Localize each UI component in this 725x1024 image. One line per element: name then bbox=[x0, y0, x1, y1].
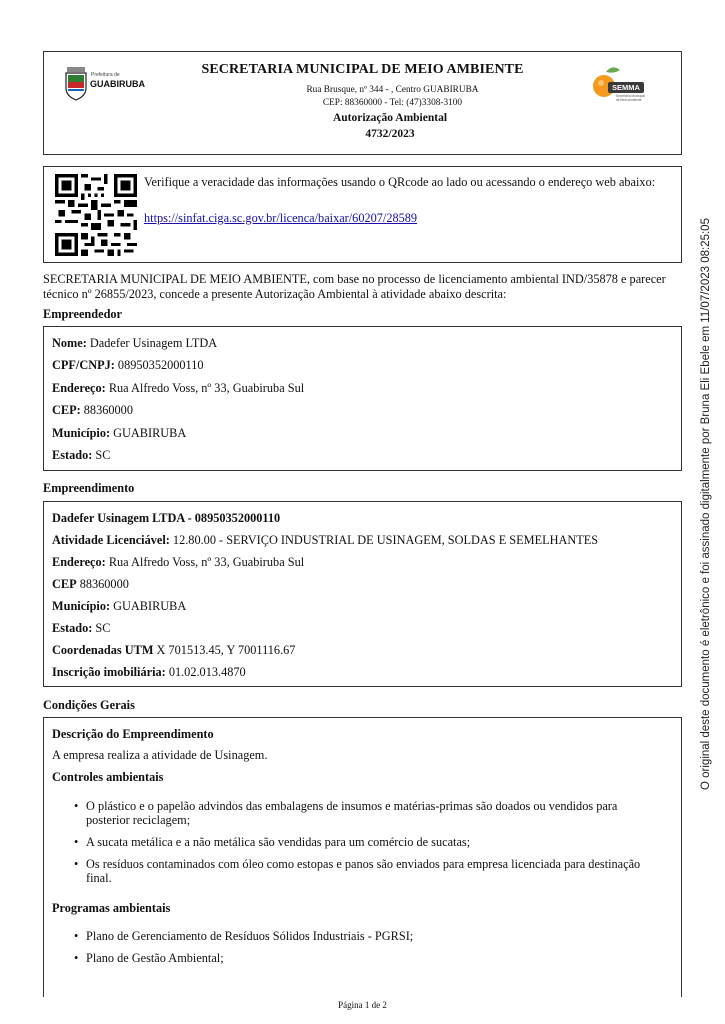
descricao-title: Descrição do Empreendimento bbox=[52, 727, 214, 741]
condicoes-box bbox=[43, 717, 682, 997]
qr-code-icon[interactable] bbox=[55, 174, 137, 256]
field-estado: Estado: SC bbox=[52, 448, 111, 462]
digital-signature-note: O original deste documento é eletrônico e foi assinado digitalmente por Bruna Eli Ebele em 11/07/2023 08:25:05 bbox=[700, 218, 712, 790]
field-estado-empreendimento: Estado: SC bbox=[52, 621, 111, 635]
field-coordenadas-utm: Coordenadas UTM X 701513.45, Y 7001116.67 bbox=[52, 643, 296, 657]
list-item: • A sucata metálica e a não metálica são vendidas para um comércio de sucatas; bbox=[74, 835, 654, 849]
field-inscricao-imobiliaria: Inscrição imobiliária: 01.02.013.4870 bbox=[52, 665, 246, 679]
programas-title: Programas ambientais bbox=[52, 901, 171, 915]
list-item: • Plano de Gestão Ambiental; bbox=[74, 951, 654, 965]
controles-title: Controles ambientais bbox=[52, 770, 164, 784]
descricao-text: A empresa realiza a atividade de Usinagem. bbox=[52, 748, 268, 762]
document-number: 4732/2023 bbox=[365, 128, 415, 140]
field-municipio-empreendimento: Município: GUABIRUBA bbox=[52, 599, 187, 613]
section-title-empreendedor: Empreendedor bbox=[43, 307, 123, 321]
page-number: Página 1 de 2 bbox=[338, 1000, 387, 1010]
field-atividade: Atividade Licenciável: 12.80.00 - SERVIÇO INDUSTRIAL DE USINAGEM, SOLDAS E SEMELHANTES bbox=[52, 533, 599, 547]
field-cpf-cnpj: CPF/CNPJ: 08950352000110 bbox=[52, 358, 204, 372]
list-item: • Plano de Gerenciamento de Resíduos Sólidos Industriais - PGRSI; bbox=[74, 929, 654, 943]
intro-paragraph: SECRETARIA MUNICIPAL DE MEIO AMBIENTE, com base no processo de licenciamento ambiental IND/35878 e parecer técnico nº 26855/2023, concede a presente Autorização Ambiental à atividade abaixo descrita: bbox=[43, 272, 666, 301]
section-title-condicoes: Condições Gerais bbox=[43, 698, 135, 712]
section-title-empreendimento: Empreendimento bbox=[43, 481, 135, 495]
page-title: SECRETARIA MUNICIPAL DE MEIO AMBIENTE bbox=[201, 62, 524, 77]
address-line-1: Rua Brusque, nº 344 - , Centro GUABIRUBA bbox=[306, 85, 479, 95]
verification-text: Verifique a veracidade das informações usando o QRcode ao lado ou acessando o endereço web abaixo: bbox=[144, 175, 656, 189]
field-endereco: Endereço: Rua Alfredo Voss, nº 33, Guabiruba Sul bbox=[52, 381, 305, 395]
empreendedor-box bbox=[43, 326, 682, 471]
verification-box bbox=[43, 166, 682, 263]
semma-logo bbox=[592, 64, 662, 124]
document-type: Autorização Ambiental bbox=[332, 112, 448, 124]
semma-logo-caption: Secretaria Municipal de Meio Ambiente bbox=[616, 94, 645, 102]
empreendimento-title: Dadefer Usinagem LTDA - 08950352000110 bbox=[52, 511, 281, 525]
field-cep: CEP: 88360000 bbox=[52, 403, 133, 417]
guabiruba-logo-name: GUABIRUBA bbox=[90, 79, 145, 89]
verification-link[interactable]: https://sinfat.ciga.sc.gov.br/licenca/baixar/60207/28589 bbox=[144, 211, 418, 225]
list-item: • Os resíduos contaminados com óleo como estopas e panos são enviados para empresa licenciada para destinação final. bbox=[74, 857, 654, 885]
empreendimento-box bbox=[43, 501, 682, 687]
guabiruba-logo-small: Prefeitura de bbox=[91, 72, 120, 78]
header-box bbox=[43, 51, 682, 155]
field-cep-empreendimento: CEP 88360000 bbox=[52, 577, 129, 591]
list-item: • O plástico e o papelão advindos das embalagens de insumos e matérias-primas são doados ou vendidos para posterior reciclagem; bbox=[74, 799, 654, 827]
field-municipio: Município: GUABIRUBA bbox=[52, 426, 187, 440]
field-endereco-empreendimento: Endereço: Rua Alfredo Voss, nº 33, Guabiruba Sul bbox=[52, 555, 305, 569]
semma-logo-name: SEMMA bbox=[608, 82, 644, 93]
address-line-2: CEP: 88360000 - Tel: (47)3308-3100 bbox=[322, 98, 463, 108]
field-nome: Nome: Dadefer Usinagem LTDA bbox=[52, 336, 218, 350]
